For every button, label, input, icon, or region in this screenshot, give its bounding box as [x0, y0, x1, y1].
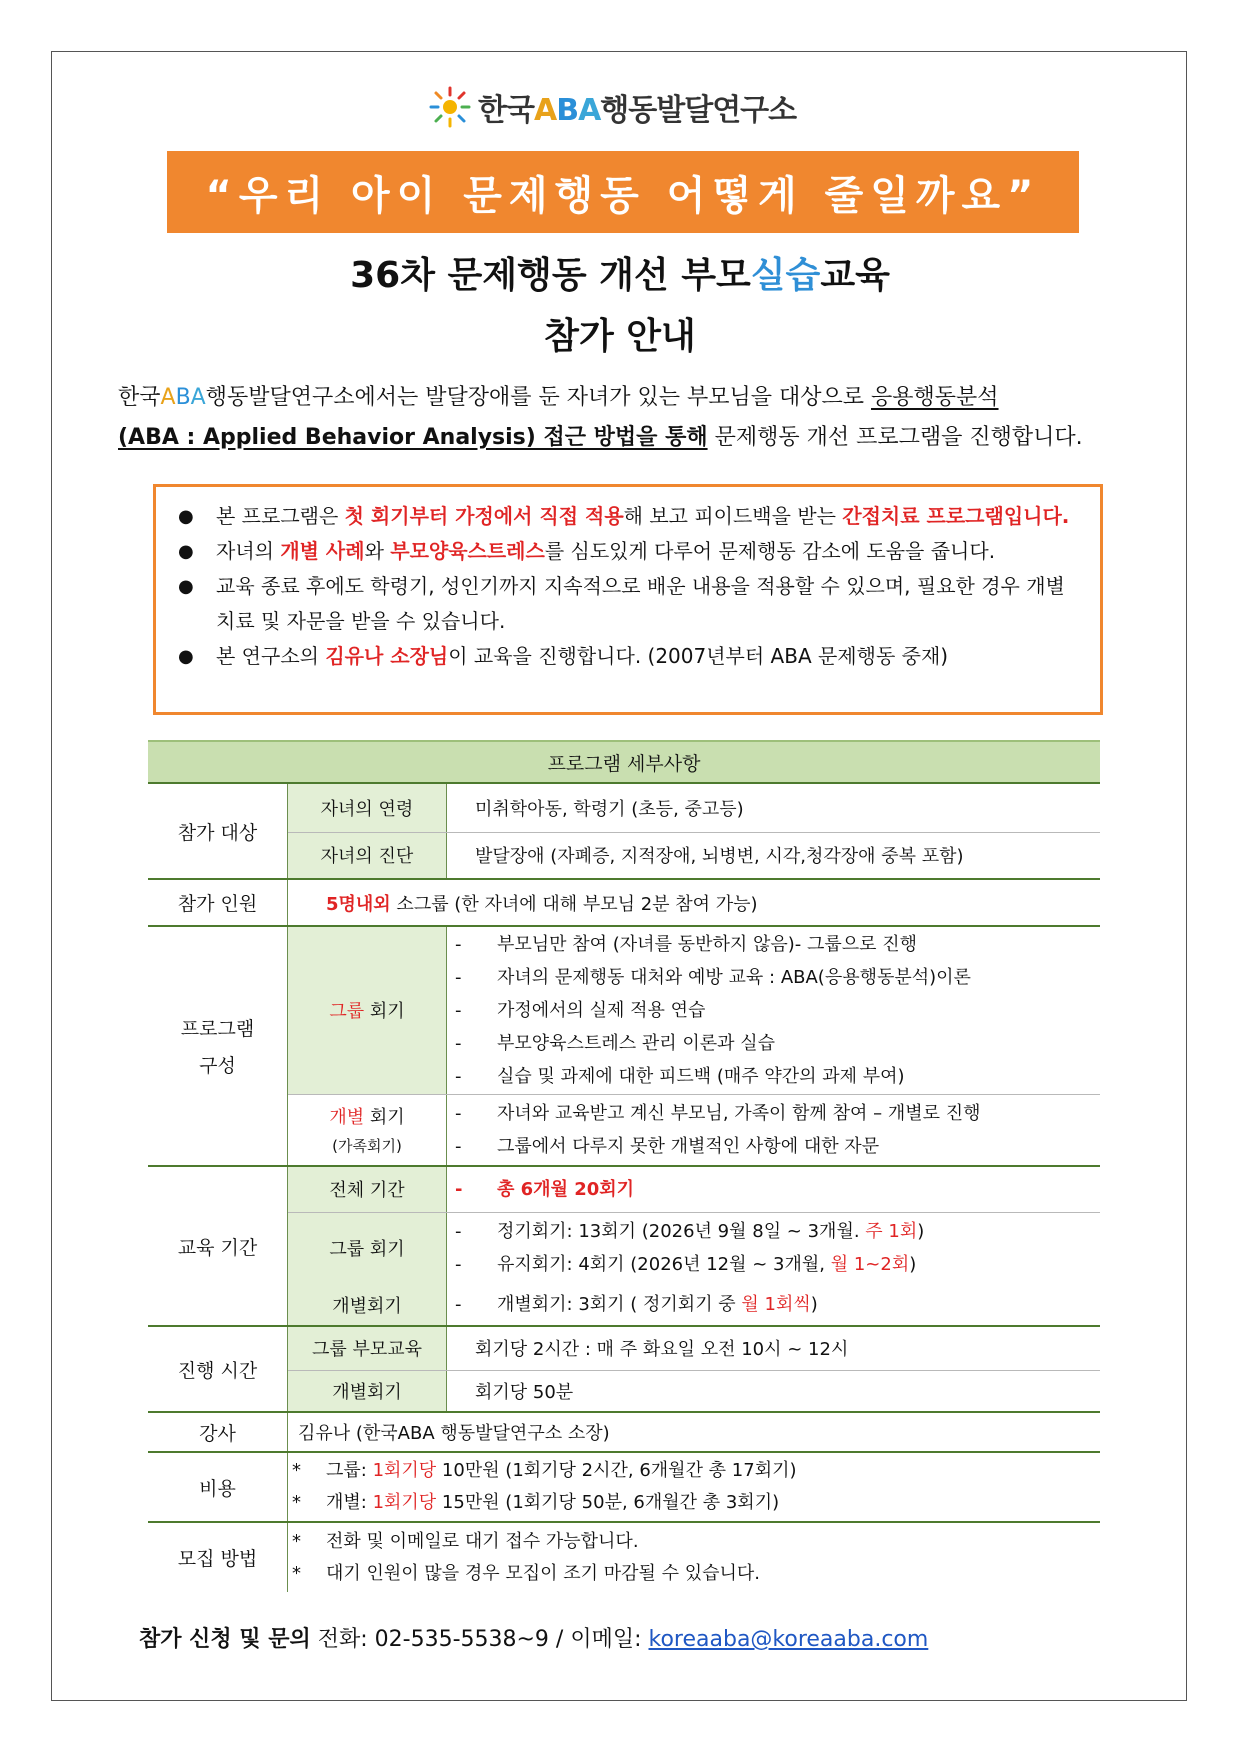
cell-group-period-value: - 정기회기: 13회기 (2026년 9월 8일 ~ 3개월. 주 1회) - 유지회기: 4회기 (2026년 12월 ~ 3개월, 월 1~2회)	[455, 1221, 925, 1276]
cell-group-session-label: 그룹 회기	[288, 926, 447, 1094]
cell-age-value: 미취학아동, 학령기 (초등, 중고등)	[447, 784, 1101, 832]
cell-indiv-period-label: 개별회기	[288, 1284, 447, 1326]
cell-indiv-period-value: - 개별회기: 3회기 ( 정기회기 중 월 1회씩)	[447, 1284, 1101, 1326]
row-label-cost: 비용	[148, 1452, 288, 1522]
cell-diag-label: 자녀의 진단	[288, 832, 447, 879]
row-label-participants: 참가 인원	[148, 879, 288, 926]
notice-item: ● 교육 종료 후에도 학령기, 성인기까지 지속적으로 배운 내용을 적용할 수 있으며, 필요한 경우 개별 치료 및 자문을 받을 수 있습니다.	[178, 569, 1078, 639]
cell-diag-value: 발달장애 (자폐증, 지적장애, 뇌병변, 시각,청각장애 중복 포함)	[447, 832, 1101, 879]
page-title: 36차 문제행동 개선 부모실습교육	[350, 255, 890, 296]
contact-footer: 참가 신청 및 문의 전화: 02-535-5538~9 / 이메일: koreaaba@koreaaba.com	[139, 1627, 929, 1652]
headline-text: “우리 아이 문제행동 어떻게 줄일까요”	[205, 172, 1041, 219]
cell-total-period-value: - 총 6개월 20회기	[447, 1166, 1101, 1212]
table-header: 프로그램 세부사항	[148, 740, 1100, 784]
intro-paragraph: 한국ABA행동발달연구소에서는 발달장애를 둔 자녀가 있는 부모님을 대상으로 응용행동분석 (ABA : Applied Behavior Analysis) 접근 방법을 통해 문제행동 개선 프로그램을 진행합니다.	[118, 385, 1083, 450]
cell-group-time-value: 회기당 2시간 : 매 주 화요일 오전 10시 ~ 12시	[447, 1326, 1101, 1370]
cell-group-period-label: 그룹 회기	[288, 1212, 447, 1284]
notice-item: ● 자녀의 개별 사례와 부모양육스트레스를 심도있게 다루어 문제행동 감소에 도움을 줍니다.	[178, 534, 1078, 569]
cell-age-label: 자녀의 연령	[288, 784, 447, 832]
cell-instructor: 김유나 (한국ABA 행동발달연구소 소장)	[288, 1412, 1101, 1452]
notice-item: ● 본 연구소의 김유나 소장님이 교육을 진행합니다. (2007년부터 ABA 문제행동 중재)	[178, 639, 1078, 674]
cell-indiv-time-value: 회기당 50분	[447, 1370, 1101, 1412]
cell-total-period-label: 전체 기간	[288, 1166, 447, 1212]
details-table	[148, 784, 1100, 1592]
row-label-period: 교육 기간	[148, 1166, 288, 1326]
logo	[428, 84, 808, 130]
logo-text: 한국ABA행동발달연구소	[478, 93, 797, 128]
cell-indiv-session-items: - 자녀와 교육받고 계신 부모님, 가족이 함께 참여 – 개별로 진행 - 그룹에서 다루지 못한 개별적인 사항에 대한 자문	[447, 1094, 1101, 1166]
cell-participants: 5명내외 소그룹 (한 자녀에 대해 부모님 2분 참여 가능)	[288, 879, 1101, 926]
cell-group-session-items: - 부모님만 참여 (자녀를 동반하지 않음)- 그룹으로 진행 - 자녀의 문제행동 대처와 예방 교육 : ABA(응용행동분석)이론 - 가정에서의 실제 적용 연습 - 부모양육스트레스 관리 이론과 실습 - 실습 및 과제에 대한 피드백 (매주 약간의 과제 부여)	[447, 926, 1101, 1094]
row-label-program: 프로그램 구성	[148, 926, 288, 1166]
notice-box	[153, 484, 1103, 715]
cell-recruit: * 전화 및 이메일로 대기 접수 가능합니다. * 대기 인원이 많을 경우 모집이 조기 마감될 수 있습니다.	[292, 1530, 761, 1584]
cell-indiv-time-label: 개별회기	[288, 1370, 447, 1412]
cell-indiv-session-label: 개별 회기 (가족회기)	[288, 1094, 447, 1166]
row-label-instructor: 강사	[148, 1412, 288, 1452]
notice-item: ● 본 프로그램은 첫 회기부터 가정에서 직접 적용해 보고 피이드백을 받는 간접치료 프로그램입니다.	[178, 499, 1078, 534]
page-subtitle: 참가 안내	[544, 316, 696, 357]
cell-cost: * 그룹: 1회기당 10만원 (1회기당 2시간, 6개월간 총 17회기) * 개별: 1회기당 15만원 (1회기당 50분, 6개월간 총 3회기)	[288, 1452, 1101, 1522]
cell-group-time-label: 그룹 부모교육	[288, 1326, 447, 1370]
sun-logo-icon	[428, 85, 472, 129]
headline-banner	[167, 151, 1079, 233]
email-link[interactable]: koreaaba@koreaaba.com	[648, 1627, 929, 1652]
row-label-time: 진행 시간	[148, 1326, 288, 1412]
row-label-recruit: 모집 방법	[148, 1522, 288, 1592]
row-label-target: 참가 대상	[148, 784, 288, 879]
